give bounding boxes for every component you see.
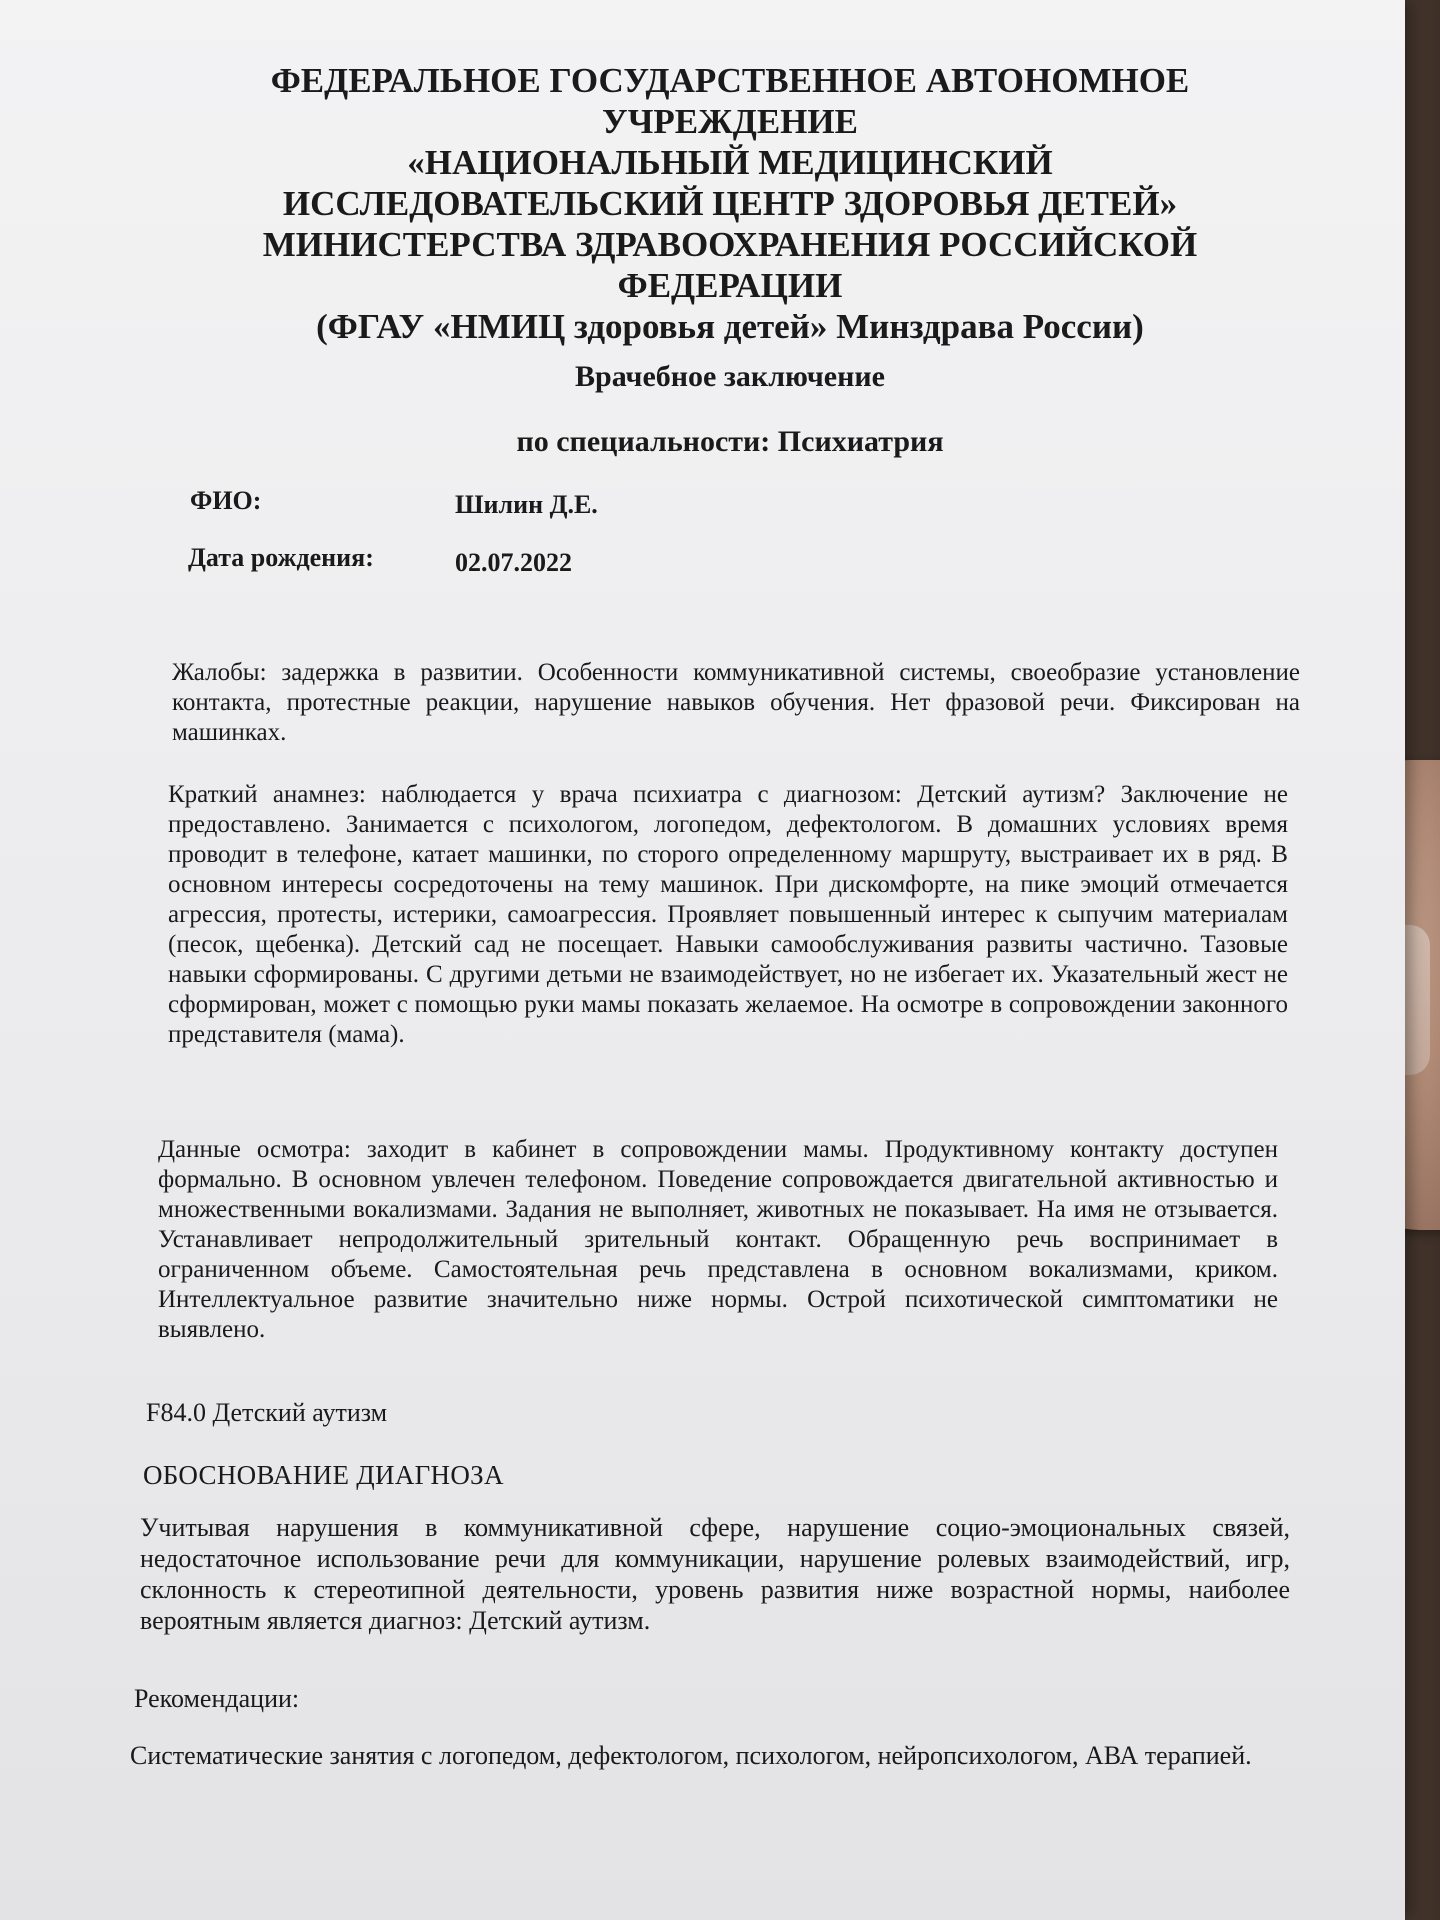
specialty-line: по специальности: Психиатрия [516, 425, 944, 458]
header-line: УЧРЕЖДЕНИЕ [602, 102, 858, 141]
header-line: ИССЛЕДОВАТЕЛЬСКИЙ ЦЕНТР ЗДОРОВЬЯ ДЕТЕЙ» [282, 184, 1178, 223]
patient-name-label: ФИО: [190, 486, 262, 515]
diagnosis-code: F84.0 Детский аутизм [146, 1398, 388, 1427]
header-line: ФЕДЕРАЦИИ [617, 266, 843, 305]
recommendations-text: Систематические занятия с логопедом, дефектологом, психологом, нейропсихологом, АВА терапией. [130, 1741, 1252, 1770]
complaints-paragraph: Жалобы: задержка в развитии. Особенности коммуникативной системы, своеобразие установление контакта, протестные реакции, нарушение навыков обучения. Нет фразовой речи. Фиксирован на машинках. [172, 659, 1300, 746]
justification-heading: ОБОСНОВАНИЕ ДИАГНОЗА [143, 1460, 504, 1490]
birth-date-value: 02.07.2022 [455, 548, 572, 577]
anamnesis-paragraph: Краткий анамнез: наблюдается у врача психиатра с диагнозом: Детский аутизм? Заключение не предоставлено. Занимается с психологом, логопедом, дефектологом. В домашних условиях время проводит в телефоне, катает машинки, по сторого определенному маршруту, выстраивает их в ряд. В основном интересы сосредоточены на тему машинок. При дискомфорте, на пике эмоций отмечается агрессия, протесты, истерики, самоагрессия. Проявляет повышенный интерес к сыпучим материалам (песок, щебенка). Детский сад не посещает. Навыки самообслуживания развиты частично. Тазовые навыки сформированы. С другими детьми не взаимодействует, но не избегает их. Указательный жест не сформирован, может с помощью руки мамы показать желаемое. На осмотре в сопровождении законного представителя (мама). [168, 781, 1288, 1048]
recommendations-label: Рекомендации: [134, 1684, 300, 1713]
institution-header [240, 60, 1220, 347]
birth-date-label: Дата рождения: [188, 543, 374, 572]
header-line: (ФГАУ «НМИЦ здоровья детей» Минздрава России) [316, 307, 1144, 346]
header-line: МИНИСТЕРСТВА ЗДРАВООХРАНЕНИЯ РОССИЙСКОЙ [262, 225, 1198, 264]
justification-paragraph: Учитывая нарушения в коммуникативной сфере, нарушение социо-эмоциональных связей, недостаточное использование речи для коммуникации, нарушение ролевых взаимодействий, игр, склонность к стереотипной деятельности, уровень развития ниже возрастной нормы, наиболее вероятным является диагноз: Детский аутизм. [140, 1513, 1290, 1635]
patient-name-value: Шилин Д.Е. [455, 490, 598, 519]
header-line: ФЕДЕРАЛЬНОЕ ГОСУДАРСТВЕННОЕ АВТОНОМНОЕ [270, 61, 1190, 100]
header-line: «НАЦИОНАЛЬНЫЙ МЕДИЦИНСКИЙ [407, 143, 1053, 182]
examination-paragraph: Данные осмотра: заходит в кабинет в сопровождении мамы. Продуктивному контакту доступен формально. В основном увлечен телефоном. Поведение сопровождается двигательной активностью и множественными вокализмами. Задания не выполняет, животных не показывает. На имя не отзывается. Устанавливает непродолжительный зрительный контакт. Обращенную речь воспринимает в ограниченном объеме. Самостоятельная речь представлена в основном вокализмами, криком. Интеллектуальное развитие значительно ниже нормы. Острой психотической симптоматики не выявлено. [158, 1136, 1278, 1343]
document-title: Врачебное заключение [575, 360, 885, 393]
